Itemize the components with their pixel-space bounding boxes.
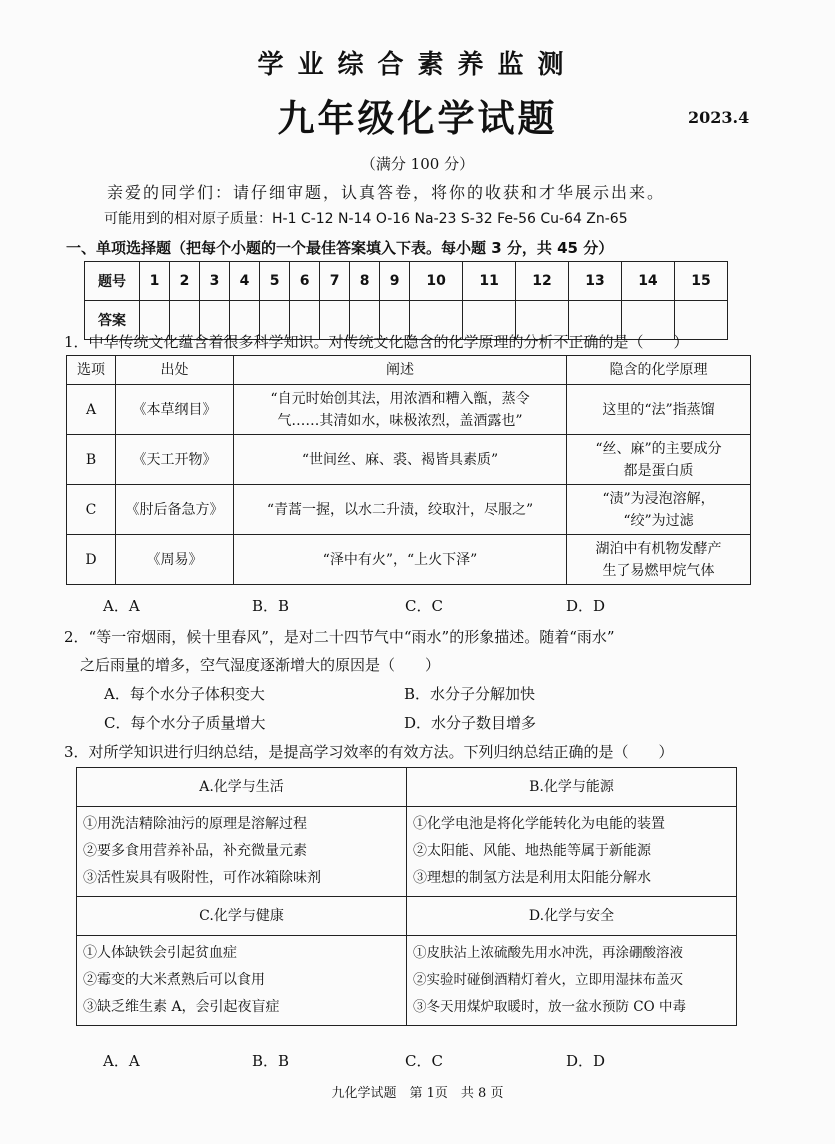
q1-option: D — [67, 535, 116, 585]
q1-header: 阐述 — [234, 356, 567, 385]
q3-content-row-2 — [77, 936, 737, 1026]
q1-option-b[interactable]: B．B — [252, 597, 290, 615]
q2-option-b[interactable]: B．水分子分解加快 — [404, 685, 536, 703]
q2-stem-line1: 2．“等一帘烟雨，候十里春风”，是对二十四节气中“雨水”的形象描述。随着“雨水” — [64, 628, 615, 646]
q1-row-a — [67, 385, 751, 435]
q1-option: C — [67, 485, 116, 535]
exam-series-title: 学业综合素养监测 — [257, 50, 578, 80]
q3-title-d: D.化学与安全 — [407, 897, 737, 936]
q1-description: “泽中有火”，“上火下泽” — [234, 535, 567, 585]
q2-stem-line2: 之后雨量的增多，空气湿度逐渐增大的原因是（ ） — [80, 656, 441, 674]
q2-option-d[interactable]: D．水分子数目增多 — [404, 714, 537, 732]
q1-description: “青蒿一握，以水二升渍，绞取汁，尽服之” — [234, 485, 567, 535]
answer-table — [84, 261, 728, 340]
q-number: 13 — [569, 262, 622, 301]
q3-option-b[interactable]: B．B — [252, 1052, 290, 1070]
atomic-mass-line: 可能用到的相对原子质量：H-1 C-12 N-14 O-16 Na-23 S-32 Fe-56 Cu-64 Zn-65 — [104, 211, 628, 227]
exam-date: 2023.4 — [688, 108, 750, 127]
q-number: 2 — [170, 262, 200, 301]
q3-option-a[interactable]: A．A — [103, 1052, 140, 1070]
q1-source: 《周易》 — [116, 535, 234, 585]
q1-source: 《本草纲目》 — [116, 385, 234, 435]
q-number: 12 — [516, 262, 569, 301]
q-number: 4 — [230, 262, 260, 301]
q1-description: “世间丝、麻、裘、褐皆具素质” — [234, 435, 567, 485]
q3-title-c: C.化学与健康 — [77, 897, 407, 936]
full-score: （满分 100 分） — [360, 155, 475, 173]
answer-table-number-row — [85, 262, 728, 301]
q1-header: 隐含的化学原理 — [567, 356, 751, 385]
section-title: 一、单项选择题（把每个小题的一个最佳答案填入下表。每小题 3 分，共 45 分） — [66, 239, 614, 257]
row-label: 题号 — [85, 262, 140, 301]
q3-title-b: B.化学与能源 — [407, 768, 737, 807]
page-footer: 九化学试题 第 1页 共 8 页 — [331, 1086, 504, 1101]
q1-option-a[interactable]: A．A — [103, 597, 140, 615]
q1-principle: “渍”为浸泡溶解， “绞”为过滤 — [567, 485, 751, 535]
q1-option-d[interactable]: D．D — [566, 597, 606, 615]
q-number: 10 — [410, 262, 463, 301]
q3-table — [76, 767, 737, 1026]
q-number: 5 — [260, 262, 290, 301]
q-number: 9 — [380, 262, 410, 301]
q1-option: A — [67, 385, 116, 435]
q-number: 7 — [320, 262, 350, 301]
q1-table — [66, 355, 751, 585]
q-number: 11 — [463, 262, 516, 301]
q1-source: 《肘后备急方》 — [116, 485, 234, 535]
q-number: 15 — [674, 262, 727, 301]
q1-principle: 这里的“法”指蒸馏 — [567, 385, 751, 435]
exam-title: 九年级化学试题 — [277, 97, 558, 140]
q1-principle: 湖泊中有机物发酵产 生了易燃甲烷气体 — [567, 535, 751, 585]
q3-content-d: ①皮肤沾上浓硫酸先用水冲洗，再涂硼酸溶液 ②实验时碰倒酒精灯着火，立即用湿抹布盖灭 ③冬天用煤炉取暖时，放一盆水预防 CO 中毒 — [407, 936, 737, 1026]
q-number: 1 — [140, 262, 170, 301]
q1-description: “自元时始创其法，用浓酒和糟入甑，蒸令 气……其清如水，味极浓烈，盖酒露也” — [234, 385, 567, 435]
q3-header-row-1 — [77, 768, 737, 807]
q2-option-c[interactable]: C．每个水分子质量增大 — [104, 714, 266, 732]
q3-content-a: ①用洗洁精除油污的原理是溶解过程 ②要多食用营养补品，补充微量元素 ③活性炭具有吸附性，可作冰箱除味剂 — [77, 807, 407, 897]
q1-header-row — [67, 356, 751, 385]
q3-content-b: ①化学电池是将化学能转化为电能的装置 ②太阳能、风能、地热能等属于新能源 ③理想的制氢方法是利用太阳能分解水 — [407, 807, 737, 897]
q3-title-a: A.化学与生活 — [77, 768, 407, 807]
q3-option-c[interactable]: C．C — [405, 1052, 443, 1070]
q1-source: 《天工开物》 — [116, 435, 234, 485]
q-number: 8 — [350, 262, 380, 301]
q1-row-d — [67, 535, 751, 585]
q1-header: 出处 — [116, 356, 234, 385]
q-number: 3 — [200, 262, 230, 301]
q3-content-c: ①人体缺铁会引起贫血症 ②霉变的大米煮熟后可以食用 ③缺乏维生素 A，会引起夜盲症 — [77, 936, 407, 1026]
row-label: 答案 — [85, 301, 140, 340]
q1-option-c[interactable]: C．C — [405, 597, 443, 615]
greeting: 亲爱的同学们：请仔细审题，认真答卷，将你的收获和才华展示出来。 — [107, 183, 666, 202]
q1-header: 选项 — [67, 356, 116, 385]
q2-option-a[interactable]: A．每个水分子体积变大 — [104, 685, 265, 703]
q3-header-row-2 — [77, 897, 737, 936]
q1-row-b — [67, 435, 751, 485]
q1-principle: “丝、麻”的主要成分 都是蛋白质 — [567, 435, 751, 485]
q-number: 14 — [621, 262, 674, 301]
q1-row-c — [67, 485, 751, 535]
q1-option: B — [67, 435, 116, 485]
q-number: 6 — [290, 262, 320, 301]
q3-content-row-1 — [77, 807, 737, 897]
q3-option-d[interactable]: D．D — [566, 1052, 606, 1070]
q1-stem: 1．中华传统文化蕴含着很多科学知识。对传统文化隐含的化学原理的分析不正确的是（ ） — [64, 333, 689, 351]
q3-stem: 3．对所学知识进行归纳总结，是提高学习效率的有效方法。下列归纳总结正确的是（ ） — [64, 743, 674, 761]
